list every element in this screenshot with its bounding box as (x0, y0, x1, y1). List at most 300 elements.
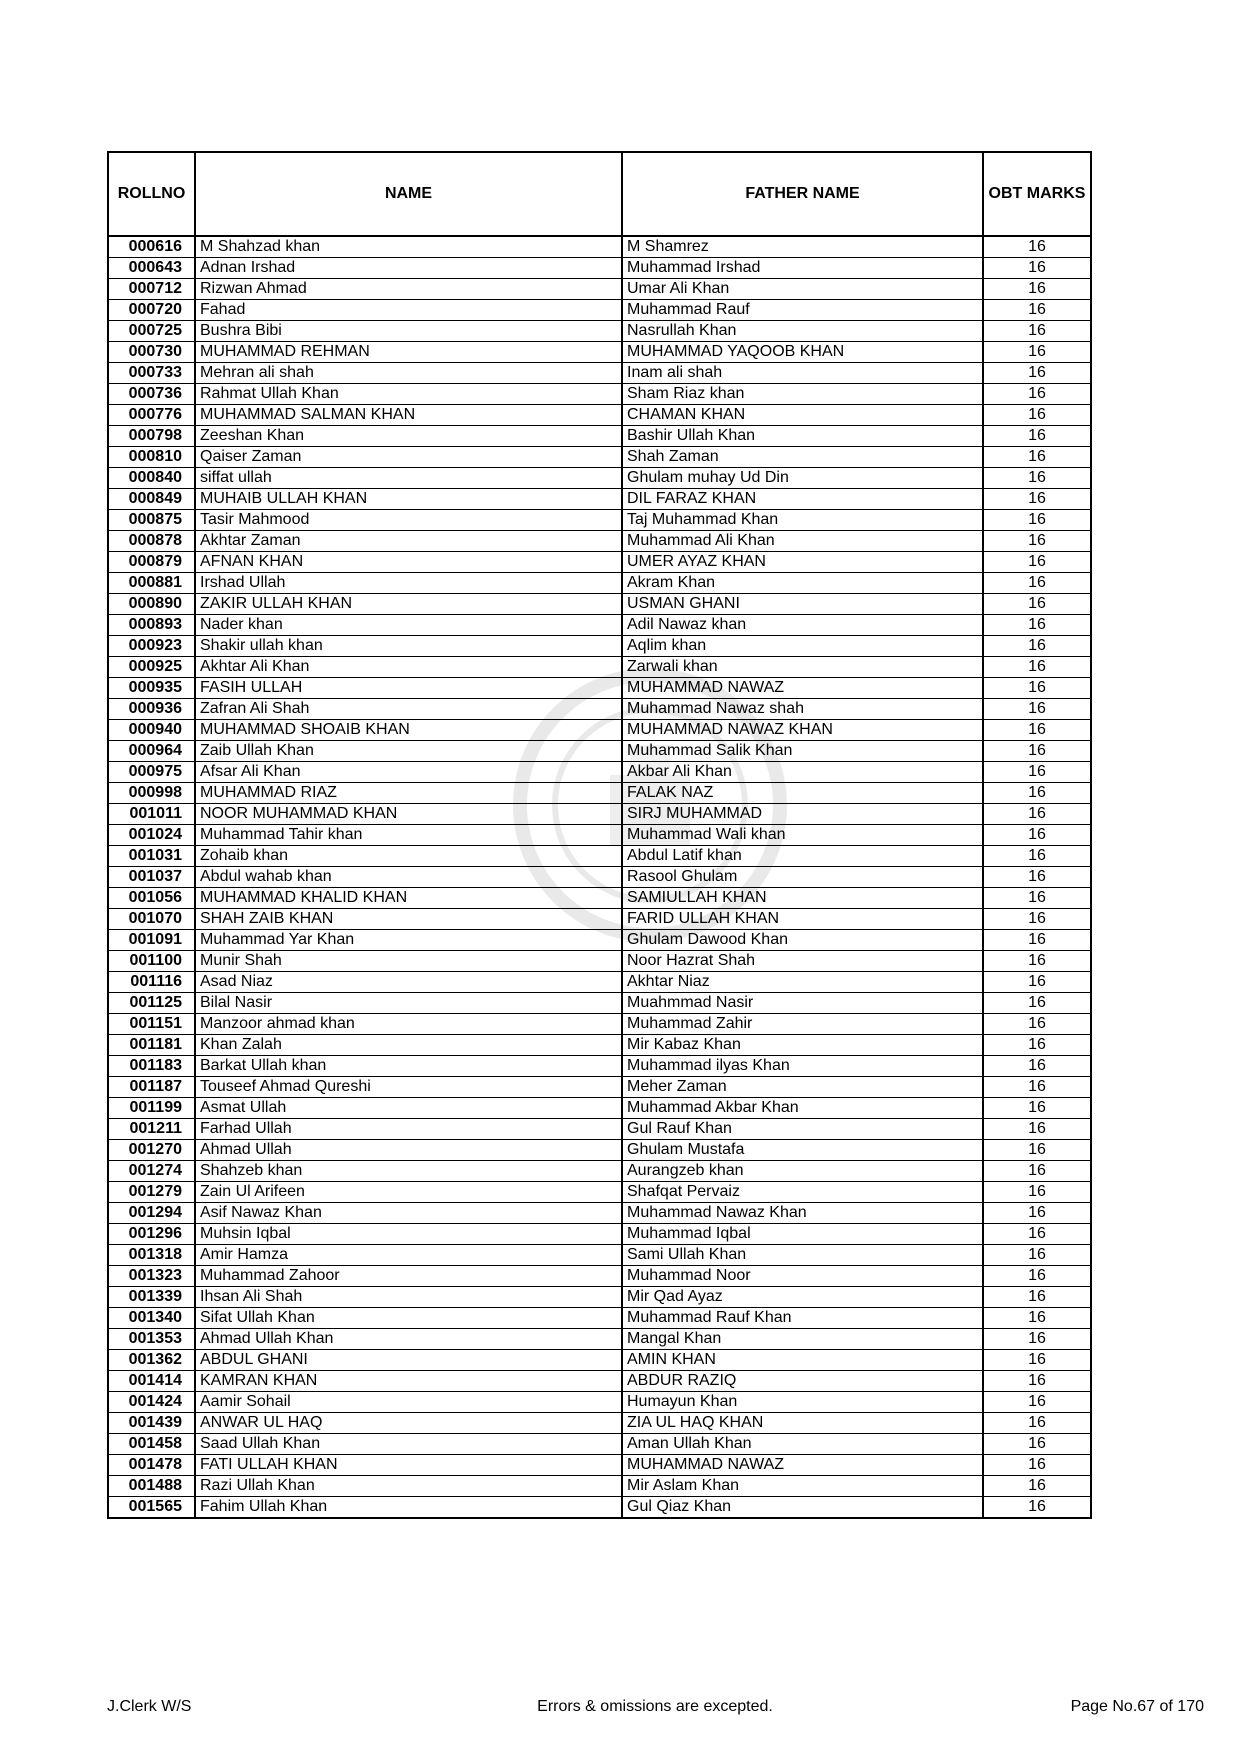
table-row (108, 1329, 1091, 1350)
name-cell: Ahmad Ullah (195, 1140, 622, 1161)
roll-cell: 001070 (108, 909, 195, 930)
father-name-cell: Meher Zaman (622, 1077, 983, 1098)
table-body (108, 236, 1091, 1518)
roll-cell: 001037 (108, 867, 195, 888)
marks-cell: 16 (983, 1434, 1091, 1455)
marks-cell: 16 (983, 1476, 1091, 1497)
table-row (108, 783, 1091, 804)
father-name-cell: Muhammad Noor (622, 1266, 983, 1287)
table-row (108, 258, 1091, 279)
marks-cell: 16 (983, 972, 1091, 993)
roll-cell: 001270 (108, 1140, 195, 1161)
roll-cell: 001183 (108, 1056, 195, 1077)
name-cell: FASIH ULLAH (195, 678, 622, 699)
roll-cell: 001294 (108, 1203, 195, 1224)
name-cell: Fahad (195, 300, 622, 321)
table-row (108, 615, 1091, 636)
father-name-cell: Akram Khan (622, 573, 983, 594)
marks-cell: 16 (983, 867, 1091, 888)
marks-cell: 16 (983, 783, 1091, 804)
table-row (108, 447, 1091, 468)
table-row (108, 1392, 1091, 1413)
roll-cell: 001031 (108, 846, 195, 867)
marks-cell: 16 (983, 1329, 1091, 1350)
table-row (108, 573, 1091, 594)
header-rollno: ROLLNO (108, 152, 195, 236)
marks-cell: 16 (983, 1350, 1091, 1371)
name-cell: ANWAR UL HAQ (195, 1413, 622, 1434)
marks-cell: 16 (983, 1077, 1091, 1098)
name-cell: Touseef Ahmad Qureshi (195, 1077, 622, 1098)
father-name-cell: Abdul Latif khan (622, 846, 983, 867)
roll-cell: 000923 (108, 636, 195, 657)
table-row (108, 594, 1091, 615)
table-row (108, 1497, 1091, 1519)
table-row (108, 720, 1091, 741)
name-cell: Muhammad Tahir khan (195, 825, 622, 846)
marks-cell: 16 (983, 384, 1091, 405)
table-row (108, 741, 1091, 762)
marks-cell: 16 (983, 741, 1091, 762)
father-name-cell: Umar Ali Khan (622, 279, 983, 300)
name-cell: Tasir Mahmood (195, 510, 622, 531)
name-cell: Abdul wahab khan (195, 867, 622, 888)
roll-cell: 001211 (108, 1119, 195, 1140)
table-row (108, 1098, 1091, 1119)
marks-cell: 16 (983, 1308, 1091, 1329)
table-row (108, 279, 1091, 300)
marks-cell: 16 (983, 1392, 1091, 1413)
roll-cell: 001116 (108, 972, 195, 993)
roll-cell: 001339 (108, 1287, 195, 1308)
father-name-cell: CHAMAN KHAN (622, 405, 983, 426)
results-table (107, 151, 1092, 1519)
marks-cell: 16 (983, 1455, 1091, 1476)
table-row (108, 489, 1091, 510)
father-name-cell: Shafqat Pervaiz (622, 1182, 983, 1203)
name-cell: Bilal Nasir (195, 993, 622, 1014)
name-cell: Munir Shah (195, 951, 622, 972)
marks-cell: 16 (983, 1119, 1091, 1140)
roll-cell: 000810 (108, 447, 195, 468)
father-name-cell: FARID ULLAH KHAN (622, 909, 983, 930)
name-cell: MUHAMMAD SHOAIB KHAN (195, 720, 622, 741)
name-cell: Akhtar Ali Khan (195, 657, 622, 678)
name-cell: Zafran Ali Shah (195, 699, 622, 720)
table-header-row (108, 152, 1091, 236)
roll-cell: 000712 (108, 279, 195, 300)
father-name-cell: Muhammad Salik Khan (622, 741, 983, 762)
name-cell: MUHAIB ULLAH KHAN (195, 489, 622, 510)
table-row (108, 1077, 1091, 1098)
roll-cell: 000890 (108, 594, 195, 615)
father-name-cell: Sham Riaz khan (622, 384, 983, 405)
marks-cell: 16 (983, 1035, 1091, 1056)
name-cell: Nader khan (195, 615, 622, 636)
name-cell: Zaib Ullah Khan (195, 741, 622, 762)
table-row (108, 825, 1091, 846)
father-name-cell: Muhammad Nawaz Khan (622, 1203, 983, 1224)
marks-cell: 16 (983, 1014, 1091, 1035)
name-cell: Sifat Ullah Khan (195, 1308, 622, 1329)
name-cell: M Shahzad khan (195, 236, 622, 258)
roll-cell: 001011 (108, 804, 195, 825)
marks-cell: 16 (983, 342, 1091, 363)
father-name-cell: Mir Kabaz Khan (622, 1035, 983, 1056)
roll-cell: 000736 (108, 384, 195, 405)
name-cell: Afsar Ali Khan (195, 762, 622, 783)
roll-cell: 001340 (108, 1308, 195, 1329)
roll-cell: 000849 (108, 489, 195, 510)
header-father-name: FATHER NAME (622, 152, 983, 236)
roll-cell: 000725 (108, 321, 195, 342)
header-obt-marks: OBT MARKS (983, 152, 1091, 236)
marks-cell: 16 (983, 1056, 1091, 1077)
roll-cell: 001424 (108, 1392, 195, 1413)
father-name-cell: Akbar Ali Khan (622, 762, 983, 783)
roll-cell: 000935 (108, 678, 195, 699)
father-name-cell: Sami Ullah Khan (622, 1245, 983, 1266)
name-cell: Asif Nawaz Khan (195, 1203, 622, 1224)
roll-cell: 001056 (108, 888, 195, 909)
marks-cell: 16 (983, 1266, 1091, 1287)
roll-cell: 001296 (108, 1224, 195, 1245)
marks-cell: 16 (983, 657, 1091, 678)
table-row (108, 1203, 1091, 1224)
marks-cell: 16 (983, 510, 1091, 531)
roll-cell: 000936 (108, 699, 195, 720)
father-name-cell: Muhammad Nawaz shah (622, 699, 983, 720)
marks-cell: 16 (983, 1224, 1091, 1245)
name-cell: Qaiser Zaman (195, 447, 622, 468)
table-row (108, 1119, 1091, 1140)
father-name-cell: Aurangzeb khan (622, 1161, 983, 1182)
name-cell: Ihsan Ali Shah (195, 1287, 622, 1308)
roll-cell: 000878 (108, 531, 195, 552)
roll-cell: 001565 (108, 1497, 195, 1519)
table-row (108, 384, 1091, 405)
marks-cell: 16 (983, 762, 1091, 783)
table-row (108, 657, 1091, 678)
roll-cell: 001151 (108, 1014, 195, 1035)
marks-cell: 16 (983, 1140, 1091, 1161)
table-row (108, 888, 1091, 909)
father-name-cell: Mir Qad Ayaz (622, 1287, 983, 1308)
table-row (108, 363, 1091, 384)
table-row (108, 1287, 1091, 1308)
table-row (108, 342, 1091, 363)
table-row (108, 1182, 1091, 1203)
table-row (108, 1476, 1091, 1497)
table-row (108, 972, 1091, 993)
roll-cell: 000730 (108, 342, 195, 363)
father-name-cell: Muhammad Zahir (622, 1014, 983, 1035)
roll-cell: 000616 (108, 236, 195, 258)
father-name-cell: DIL FARAZ KHAN (622, 489, 983, 510)
father-name-cell: Muhammad Rauf Khan (622, 1308, 983, 1329)
table-row (108, 1245, 1091, 1266)
marks-cell: 16 (983, 1161, 1091, 1182)
table-row (108, 1350, 1091, 1371)
roll-cell: 000881 (108, 573, 195, 594)
roll-cell: 000733 (108, 363, 195, 384)
father-name-cell: Muhammad Wali khan (622, 825, 983, 846)
name-cell: MUHAMMAD SALMAN KHAN (195, 405, 622, 426)
table-row (108, 236, 1091, 258)
marks-cell: 16 (983, 825, 1091, 846)
roll-cell: 001181 (108, 1035, 195, 1056)
marks-cell: 16 (983, 489, 1091, 510)
father-name-cell: Noor Hazrat Shah (622, 951, 983, 972)
name-cell: MUHAMMAD REHMAN (195, 342, 622, 363)
father-name-cell: Gul Qiaz Khan (622, 1497, 983, 1519)
roll-cell: 001091 (108, 930, 195, 951)
father-name-cell: Rasool Ghulam (622, 867, 983, 888)
table-row (108, 1413, 1091, 1434)
father-name-cell: Shah Zaman (622, 447, 983, 468)
father-name-cell: Bashir Ullah Khan (622, 426, 983, 447)
marks-cell: 16 (983, 1203, 1091, 1224)
father-name-cell: MUHAMMAD NAWAZ (622, 678, 983, 699)
name-cell: Khan Zalah (195, 1035, 622, 1056)
name-cell: ABDUL GHANI (195, 1350, 622, 1371)
marks-cell: 16 (983, 636, 1091, 657)
father-name-cell: Ghulam Dawood Khan (622, 930, 983, 951)
roll-cell: 001100 (108, 951, 195, 972)
name-cell: MUHAMMAD KHALID KHAN (195, 888, 622, 909)
father-name-cell: Muhammad Iqbal (622, 1224, 983, 1245)
marks-cell: 16 (983, 279, 1091, 300)
marks-cell: 16 (983, 951, 1091, 972)
father-name-cell: UMER AYAZ KHAN (622, 552, 983, 573)
father-name-cell: Nasrullah Khan (622, 321, 983, 342)
marks-cell: 16 (983, 804, 1091, 825)
footer-clerk: J.Clerk W/S (107, 1698, 192, 1715)
roll-cell: 000940 (108, 720, 195, 741)
father-name-cell: Muhammad ilyas Khan (622, 1056, 983, 1077)
footer-page-number: Page No.67 of 170 (1070, 1698, 1204, 1715)
name-cell: siffat ullah (195, 468, 622, 489)
marks-cell: 16 (983, 720, 1091, 741)
father-name-cell: MUHAMMAD NAWAZ KHAN (622, 720, 983, 741)
roll-cell: 000643 (108, 258, 195, 279)
name-cell: Barkat Ullah khan (195, 1056, 622, 1077)
name-cell: Asad Niaz (195, 972, 622, 993)
table-row (108, 636, 1091, 657)
roll-cell: 000925 (108, 657, 195, 678)
name-cell: Muhsin Iqbal (195, 1224, 622, 1245)
marks-cell: 16 (983, 552, 1091, 573)
father-name-cell: Muhammad Irshad (622, 258, 983, 279)
marks-cell: 16 (983, 846, 1091, 867)
father-name-cell: USMAN GHANI (622, 594, 983, 615)
table-row (108, 867, 1091, 888)
table-row (108, 1371, 1091, 1392)
marks-cell: 16 (983, 258, 1091, 279)
table-row (108, 993, 1091, 1014)
father-name-cell: AMIN KHAN (622, 1350, 983, 1371)
name-cell: FATI ULLAH KHAN (195, 1455, 622, 1476)
table-row (108, 1308, 1091, 1329)
table-row (108, 321, 1091, 342)
name-cell: Zohaib khan (195, 846, 622, 867)
roll-cell: 001353 (108, 1329, 195, 1350)
table-row (108, 531, 1091, 552)
marks-cell: 16 (983, 426, 1091, 447)
father-name-cell: Adil Nawaz khan (622, 615, 983, 636)
table-row (108, 552, 1091, 573)
name-cell: Adnan Irshad (195, 258, 622, 279)
name-cell: Mehran ali shah (195, 363, 622, 384)
name-cell: Ahmad Ullah Khan (195, 1329, 622, 1350)
table-row (108, 909, 1091, 930)
roll-cell: 000840 (108, 468, 195, 489)
name-cell: Zeeshan Khan (195, 426, 622, 447)
table-row (108, 930, 1091, 951)
table-row (108, 405, 1091, 426)
name-cell: Irshad Ullah (195, 573, 622, 594)
roll-cell: 001187 (108, 1077, 195, 1098)
table-row (108, 1035, 1091, 1056)
name-cell: AFNAN KHAN (195, 552, 622, 573)
name-cell: Saad Ullah Khan (195, 1434, 622, 1455)
marks-cell: 16 (983, 1245, 1091, 1266)
roll-cell: 001125 (108, 993, 195, 1014)
marks-cell: 16 (983, 888, 1091, 909)
roll-cell: 001488 (108, 1476, 195, 1497)
table-row (108, 846, 1091, 867)
table-row (108, 1161, 1091, 1182)
father-name-cell: SIRJ MUHAMMAD (622, 804, 983, 825)
marks-cell: 16 (983, 594, 1091, 615)
father-name-cell: ABDUR RAZIQ (622, 1371, 983, 1392)
table-row (108, 1455, 1091, 1476)
table-row (108, 1014, 1091, 1035)
table-row (108, 510, 1091, 531)
father-name-cell: M Shamrez (622, 236, 983, 258)
table-row (108, 1434, 1091, 1455)
marks-cell: 16 (983, 321, 1091, 342)
marks-cell: 16 (983, 1371, 1091, 1392)
roll-cell: 000879 (108, 552, 195, 573)
father-name-cell: Gul Rauf Khan (622, 1119, 983, 1140)
name-cell: Farhad Ullah (195, 1119, 622, 1140)
marks-cell: 16 (983, 1098, 1091, 1119)
name-cell: Razi Ullah Khan (195, 1476, 622, 1497)
roll-cell: 000893 (108, 615, 195, 636)
roll-cell: 001279 (108, 1182, 195, 1203)
name-cell: Fahim Ullah Khan (195, 1497, 622, 1519)
father-name-cell: Ghulam muhay Ud Din (622, 468, 983, 489)
name-cell: Bushra Bibi (195, 321, 622, 342)
name-cell: KAMRAN KHAN (195, 1371, 622, 1392)
name-cell: Manzoor ahmad khan (195, 1014, 622, 1035)
name-cell: SHAH ZAIB KHAN (195, 909, 622, 930)
marks-cell: 16 (983, 447, 1091, 468)
father-name-cell: MUHAMMAD NAWAZ (622, 1455, 983, 1476)
table-row (108, 300, 1091, 321)
father-name-cell: Aman Ullah Khan (622, 1434, 983, 1455)
marks-cell: 16 (983, 909, 1091, 930)
name-cell: Aamir Sohail (195, 1392, 622, 1413)
name-cell: Asmat Ullah (195, 1098, 622, 1119)
roll-cell: 000964 (108, 741, 195, 762)
header-name: NAME (195, 152, 622, 236)
roll-cell: 001439 (108, 1413, 195, 1434)
table-row (108, 699, 1091, 720)
roll-cell: 000798 (108, 426, 195, 447)
marks-cell: 16 (983, 699, 1091, 720)
father-name-cell: MUHAMMAD YAQOOB KHAN (622, 342, 983, 363)
table-row (108, 951, 1091, 972)
roll-cell: 001199 (108, 1098, 195, 1119)
roll-cell: 001414 (108, 1371, 195, 1392)
table-row (108, 1224, 1091, 1245)
marks-cell: 16 (983, 615, 1091, 636)
marks-cell: 16 (983, 993, 1091, 1014)
name-cell: Akhtar Zaman (195, 531, 622, 552)
father-name-cell: Muhammad Akbar Khan (622, 1098, 983, 1119)
marks-cell: 16 (983, 678, 1091, 699)
marks-cell: 16 (983, 1497, 1091, 1519)
father-name-cell: Muhammad Rauf (622, 300, 983, 321)
marks-cell: 16 (983, 573, 1091, 594)
father-name-cell: SAMIULLAH KHAN (622, 888, 983, 909)
name-cell: Muhammad Yar Khan (195, 930, 622, 951)
table-row (108, 1056, 1091, 1077)
father-name-cell: Humayun Khan (622, 1392, 983, 1413)
roll-cell: 001458 (108, 1434, 195, 1455)
table-row (108, 804, 1091, 825)
marks-cell: 16 (983, 405, 1091, 426)
father-name-cell: FALAK NAZ (622, 783, 983, 804)
marks-cell: 16 (983, 363, 1091, 384)
father-name-cell: ZIA UL HAQ KHAN (622, 1413, 983, 1434)
table-row (108, 1266, 1091, 1287)
marks-cell: 16 (983, 300, 1091, 321)
roll-cell: 001323 (108, 1266, 195, 1287)
name-cell: Shahzeb khan (195, 1161, 622, 1182)
father-name-cell: Zarwali khan (622, 657, 983, 678)
marks-cell: 16 (983, 531, 1091, 552)
marks-cell: 16 (983, 468, 1091, 489)
table-row (108, 678, 1091, 699)
marks-cell: 16 (983, 236, 1091, 258)
father-name-cell: Mangal Khan (622, 1329, 983, 1350)
footer-disclaimer: Errors & omissions are excepted. (537, 1698, 773, 1715)
name-cell: NOOR MUHAMMAD KHAN (195, 804, 622, 825)
marks-cell: 16 (983, 1182, 1091, 1203)
name-cell: Rahmat Ullah Khan (195, 384, 622, 405)
roll-cell: 000720 (108, 300, 195, 321)
father-name-cell: Muhammad Ali Khan (622, 531, 983, 552)
roll-cell: 001274 (108, 1161, 195, 1182)
roll-cell: 000875 (108, 510, 195, 531)
roll-cell: 000975 (108, 762, 195, 783)
roll-cell: 000776 (108, 405, 195, 426)
father-name-cell: Muahmmad Nasir (622, 993, 983, 1014)
father-name-cell: Akhtar Niaz (622, 972, 983, 993)
father-name-cell: Mir Aslam Khan (622, 1476, 983, 1497)
father-name-cell: Ghulam Mustafa (622, 1140, 983, 1161)
name-cell: Zain Ul Arifeen (195, 1182, 622, 1203)
father-name-cell: Taj Muhammad Khan (622, 510, 983, 531)
father-name-cell: Aqlim khan (622, 636, 983, 657)
roll-cell: 001478 (108, 1455, 195, 1476)
roll-cell: 000998 (108, 783, 195, 804)
marks-cell: 16 (983, 930, 1091, 951)
table-row (108, 1140, 1091, 1161)
